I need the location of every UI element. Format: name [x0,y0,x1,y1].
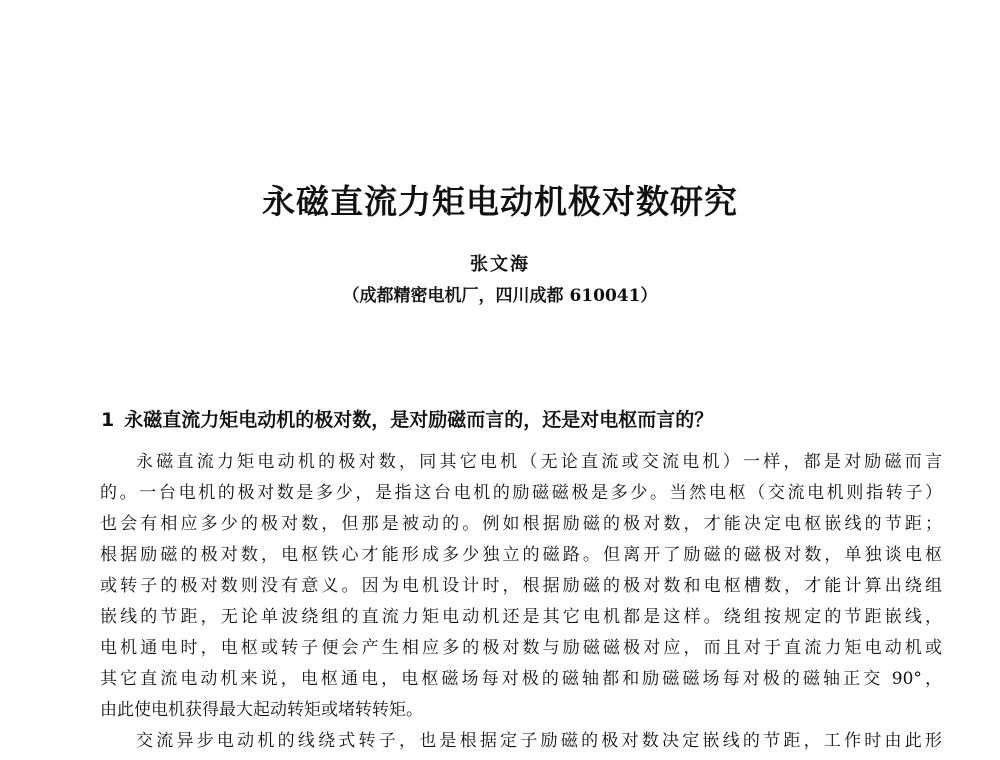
section-heading [101,405,941,432]
paragraph-line: 其它直流电动机来说，电枢通电，电枢磁场每对极的磁轴都和励磁磁场每对极的磁轴正交 90°， [100,669,942,689]
paper-title: 永磁直流力矩电动机极对数研究 [262,182,738,221]
paragraph-line: 嵌线的节距，无论单波绕组的直流力矩电动机还是其它电机都是这样。绕组按规定的节距嵌线， [100,607,942,627]
paragraph-line: 永磁直流力矩电动机的极对数，同其它电机（无论直流或交流电机）一样，都是对励磁而言 [136,452,942,472]
paragraph-line: 由此使电机获得最大起动转矩或堵转转矩。 [100,700,423,720]
section-number: 1 [101,409,115,431]
body-text [100,447,942,757]
author-name: 张文海 [470,254,530,275]
paragraph-line: 电机通电时，电枢或转子便会产生相应多的极对数与励磁磁极对应，而且对于直流力矩电动机或 [100,638,942,658]
paragraph-line: 或转子的极对数则没有意义。因为电机设计时，根据励磁的极对数和电枢槽数，才能计算出绕组 [100,576,942,596]
paragraph-line: 也会有相应多少的极对数，但那是被动的。例如根据励磁的极对数，才能决定电枢嵌线的节距； [100,514,942,534]
paragraph-line: 的。一台电机的极对数是多少，是指这台电机的励磁磁极是多少。当然电枢（交流电机则指转子） [100,483,942,503]
author-affiliation: （成都精密电机厂，四川成都 610041） [342,286,658,306]
paragraph-line: 根据励磁的极对数，电枢铁心才能形成多少独立的磁路。但离开了励磁的磁极对数，单独谈电枢 [100,545,942,565]
paragraph-line: 交流异步电动机的线绕式转子，也是根据定子励磁的极对数决定嵌线的节距，工作时由此形 [136,731,942,751]
section-title: 永磁直流力矩电动机的极对数，是对励磁而言的，还是对电枢而言的？ [124,409,714,431]
